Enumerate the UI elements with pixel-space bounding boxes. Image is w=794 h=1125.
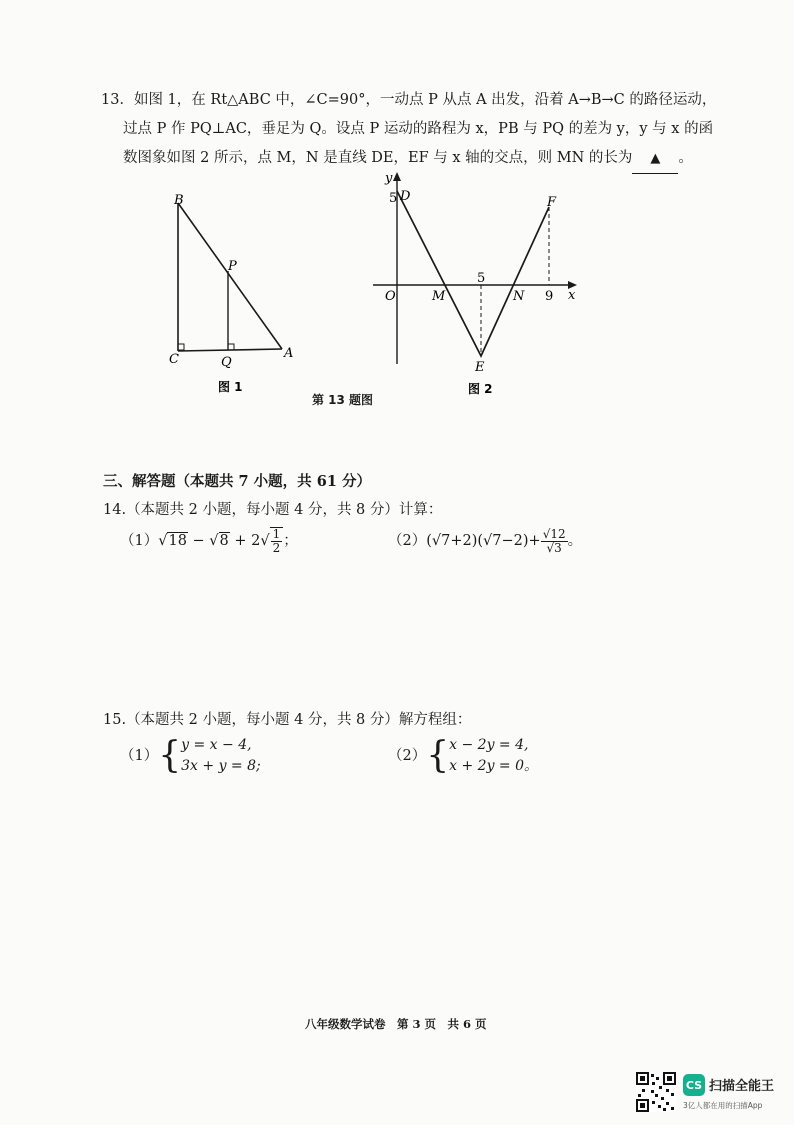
question-13-text — [101, 86, 721, 174]
question-14-instruction: （本题共 2 小题，每小题 4 分，共 8 分）计算： — [126, 502, 443, 518]
question-number: 15. — [103, 712, 127, 728]
question-14-intro — [103, 496, 442, 525]
label-N: N — [513, 289, 525, 304]
brand-name: 扫描全能王 — [709, 1079, 775, 1094]
tick-y-5: 5 — [389, 191, 398, 206]
label-C: C — [169, 352, 179, 367]
tick-x-9: 9 — [545, 289, 554, 304]
part-label: （2） — [388, 533, 427, 549]
camscanner-logo-icon: CS — [683, 1074, 705, 1096]
part-label: （1） — [120, 747, 159, 764]
question-15-part-2 — [388, 735, 538, 777]
question-15-part-1 — [120, 735, 261, 777]
figure-1-caption: 图 1 — [218, 380, 243, 394]
question-15-intro — [103, 706, 471, 735]
question-13-line-2: 过点 P 作 PQ⊥AC，垂足为 Q。设点 P 运动的路程为 x，PB 与 PQ 的差为 y，y 与 x 的函 — [123, 121, 714, 137]
label-M: M — [432, 289, 446, 304]
equation-1: x − 2y = 4, — [449, 737, 529, 753]
label-E: E — [475, 360, 485, 375]
label-B: B — [174, 193, 184, 208]
axis-label-y: y — [385, 171, 393, 186]
coefficient: 2 — [251, 533, 261, 549]
fraction-sqrt12-sqrt3: $\frac{√12}{√3}$ — [542, 526, 566, 555]
question-13-line-1: 如图 1，在 Rt△ABC 中，∠C=90°，一动点 P 从点 A 出发，沿着 A→B→C 的路径运动， — [133, 92, 717, 108]
label-P: P — [228, 259, 237, 274]
equation-2: x + 2y = 0。 — [449, 758, 539, 774]
figure-2-graph — [365, 168, 585, 398]
part-label: （2） — [388, 747, 427, 764]
brace: { — [158, 735, 182, 776]
fraction-one-half: $\frac{1}{2}$ — [270, 527, 284, 555]
figure-title: 第 13 题图 — [312, 393, 374, 407]
radicand-18: 18 — [168, 533, 187, 549]
question-14-part-2: （2）(√7+2)(√7−2)+ $\frac{√12}{√3}$ 。 — [388, 526, 583, 555]
label-F: F — [547, 195, 557, 210]
question-13-line-end: 。 — [678, 150, 693, 166]
equation-1: y = x − 4, — [181, 737, 252, 753]
label-A: A — [284, 346, 294, 361]
answer-blank[interactable]: ▲ — [632, 144, 678, 174]
axis-label-x: x — [568, 288, 576, 303]
qr-code-icon — [636, 1072, 676, 1112]
radicand-8: 8 — [219, 533, 229, 549]
question-14-part-1: （1）√18 − √8 + 2√ $\frac{1}{2}$ ； — [120, 527, 298, 555]
figure-2-caption: 图 2 — [468, 382, 493, 396]
section-title: 三、解答题（本题共 7 小题，共 61 分） — [103, 473, 371, 490]
brace: { — [426, 735, 450, 776]
label-Q: Q — [221, 355, 232, 370]
question-15-instruction: （本题共 2 小题，每小题 4 分，共 8 分）解方程组： — [126, 712, 472, 728]
tick-x-5: 5 — [477, 271, 486, 286]
part-label: （1） — [120, 533, 159, 549]
expression: (√7+2)(√7−2)+ — [426, 533, 541, 549]
label-D: D — [400, 189, 411, 204]
page-footer: 八年级数学试卷 第 3 页 共 6 页 — [305, 1017, 487, 1031]
question-number: 13． — [101, 92, 134, 108]
question-13-line-3: 数图象如图 2 所示，点 M，N 是直线 DE，EF 与 x 轴的交点，则 MN 的长为 — [123, 150, 633, 166]
question-number: 14. — [103, 502, 127, 518]
label-O: O — [385, 289, 396, 304]
brand-tagline: 3亿人都在用的扫描App — [683, 1101, 763, 1110]
equation-2: 3x + y = 8; — [181, 758, 261, 774]
figure-1-triangle — [160, 185, 310, 400]
